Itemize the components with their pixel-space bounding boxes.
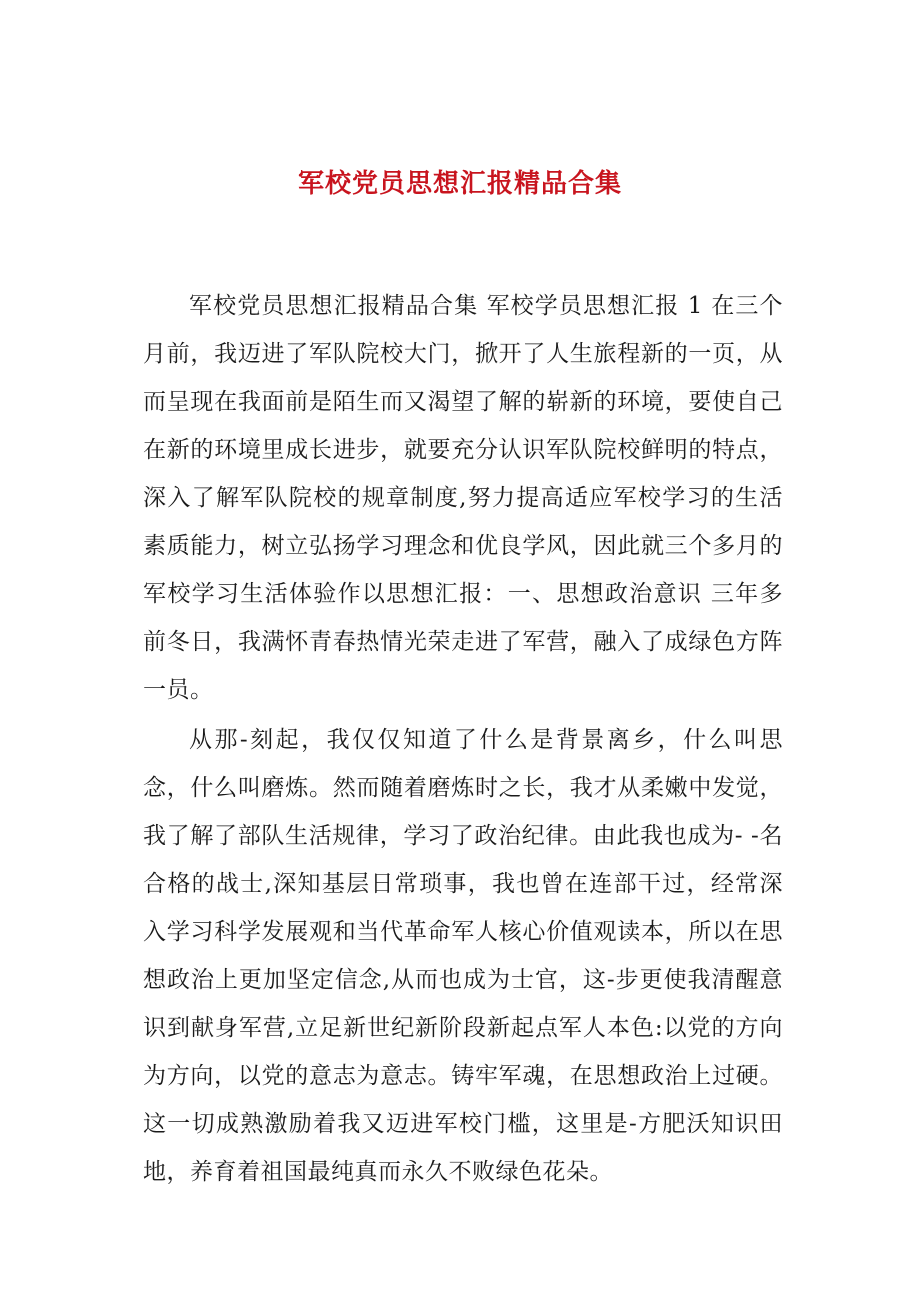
- document-title: 军校党员思想汇报精品合集: [297, 169, 622, 199]
- document-body: [143, 282, 783, 1196]
- paragraph-2: 从那-刻起，我仅仅知道了什么是背景离乡，什么叫思念，什么叫磨炼。然而随着磨炼时之长，我才从柔嫩中发觉，我了解了部队生活规律，学习了政治纪律。由此我也成为- -名合格的战士,深知基层日常琐事，我也曾在连部干过，经常深入学习科学发展观和当代革命军人核心价值观读本，所以在思想政治上更加坚定信念,从而也成为士官，这-步更使我清醒意识到献身军营,立足新世纪新阶段新起点军人本色:以党的方向为方向，以党的意志为意志。铸牢军魂，在思想政治上过硬。这一切成熟激励着我又迈进军校门槛，这里是-方肥沃知识田地，养育着祖国最纯真而永久不败绿色花朵。: [143, 727, 783, 1185]
- paragraph-1: 军校党员思想汇报精品合集 军校学员思想汇报 1 在三个月前，我迈进了军队院校大门，掀开了人生旅程新的一页，从而呈现在我面前是陌生而又渴望了解的崭新的环境，要使自己在新的环境里成长进步，就要充分认识军队院校鲜明的特点，深入了解军队院校的规章制度,努力提高适应军校学习的生活素质能力，树立弘扬学习理念和优良学风，因此就三个多月的军校学习生活体验作以思想汇报：一、思想政治意识 三年多前冬日，我满怀青春热情光荣走进了军营，融入了成绿色方阵一员。: [143, 293, 783, 703]
